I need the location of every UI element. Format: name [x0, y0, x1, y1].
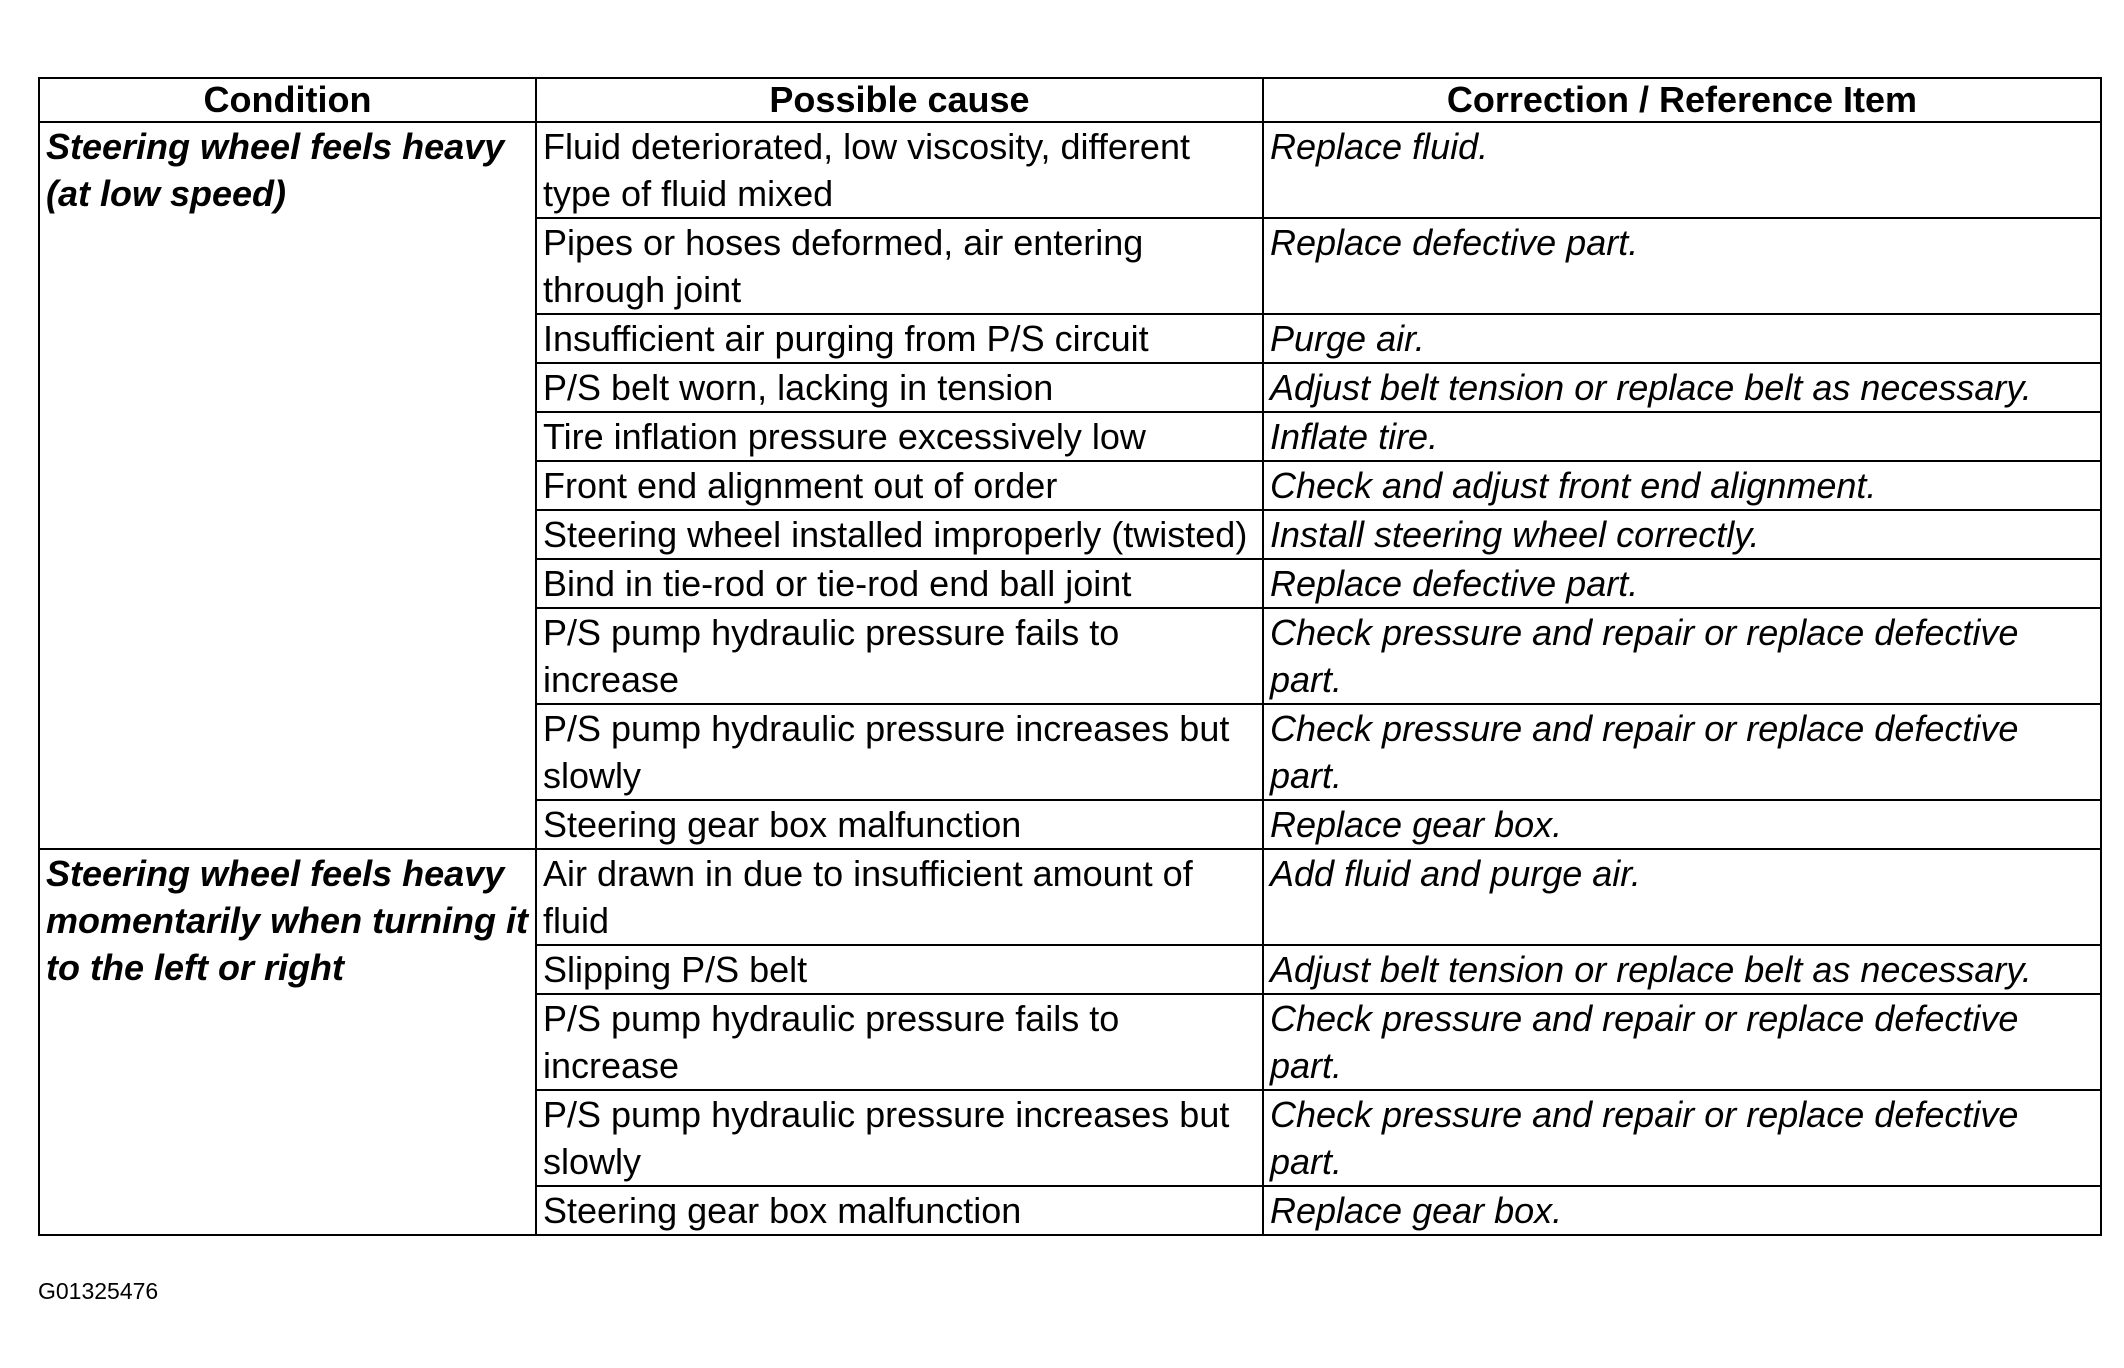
possible-cause-cell: Steering wheel installed improperly (twisted): [536, 510, 1263, 559]
possible-cause-cell: Air drawn in due to insufficient amount of fluid: [536, 849, 1263, 945]
possible-cause-cell: P/S pump hydraulic pressure increases but slowly: [536, 704, 1263, 800]
correction-cell: Purge air.: [1263, 314, 2101, 363]
correction-cell: Add fluid and purge air.: [1263, 849, 2101, 945]
possible-cause-cell: Front end alignment out of order: [536, 461, 1263, 510]
possible-cause-cell: P/S pump hydraulic pressure fails to increase: [536, 608, 1263, 704]
table-body: [39, 122, 2101, 1235]
correction-cell: Check pressure and repair or replace defective part.: [1263, 994, 2101, 1090]
header-row: [39, 78, 2101, 122]
troubleshooting-table: [38, 77, 2102, 1236]
possible-cause-cell: P/S belt worn, lacking in tension: [536, 363, 1263, 412]
correction-cell: Adjust belt tension or replace belt as necessary.: [1263, 945, 2101, 994]
correction-cell: Check pressure and repair or replace defective part.: [1263, 1090, 2101, 1186]
table-row: [39, 122, 2101, 218]
figure-id: G01325476: [38, 1278, 159, 1304]
correction-cell: Replace gear box.: [1263, 1186, 2101, 1235]
correction-cell: Replace defective part.: [1263, 559, 2101, 608]
possible-cause-cell: Pipes or hoses deformed, air entering through joint: [536, 218, 1263, 314]
correction-cell: Inflate tire.: [1263, 412, 2101, 461]
possible-cause-cell: Bind in tie-rod or tie-rod end ball joint: [536, 559, 1263, 608]
correction-cell: Check and adjust front end alignment.: [1263, 461, 2101, 510]
condition-cell: Steering wheel feels heavy momentarily when turning it to the left or right: [39, 849, 536, 1235]
header-condition: Condition: [39, 78, 536, 122]
possible-cause-cell: Fluid deteriorated, low viscosity, different type of fluid mixed: [536, 122, 1263, 218]
correction-cell: Replace defective part.: [1263, 218, 2101, 314]
possible-cause-cell: Slipping P/S belt: [536, 945, 1263, 994]
possible-cause-cell: Insufficient air purging from P/S circuit: [536, 314, 1263, 363]
possible-cause-cell: Steering gear box malfunction: [536, 1186, 1263, 1235]
correction-cell: Check pressure and repair or replace defective part.: [1263, 704, 2101, 800]
header-correction: Correction / Reference Item: [1263, 78, 2101, 122]
possible-cause-cell: P/S pump hydraulic pressure increases but slowly: [536, 1090, 1263, 1186]
correction-cell: Replace gear box.: [1263, 800, 2101, 849]
correction-cell: Replace fluid.: [1263, 122, 2101, 218]
correction-cell: Adjust belt tension or replace belt as necessary.: [1263, 363, 2101, 412]
possible-cause-cell: Steering gear box malfunction: [536, 800, 1263, 849]
table-row: [39, 849, 2101, 945]
correction-cell: Install steering wheel correctly.: [1263, 510, 2101, 559]
possible-cause-cell: P/S pump hydraulic pressure fails to increase: [536, 994, 1263, 1090]
header-possible-cause: Possible cause: [536, 78, 1263, 122]
correction-cell: Check pressure and repair or replace defective part.: [1263, 608, 2101, 704]
possible-cause-cell: Tire inflation pressure excessively low: [536, 412, 1263, 461]
condition-cell: Steering wheel feels heavy (at low speed): [39, 122, 536, 849]
